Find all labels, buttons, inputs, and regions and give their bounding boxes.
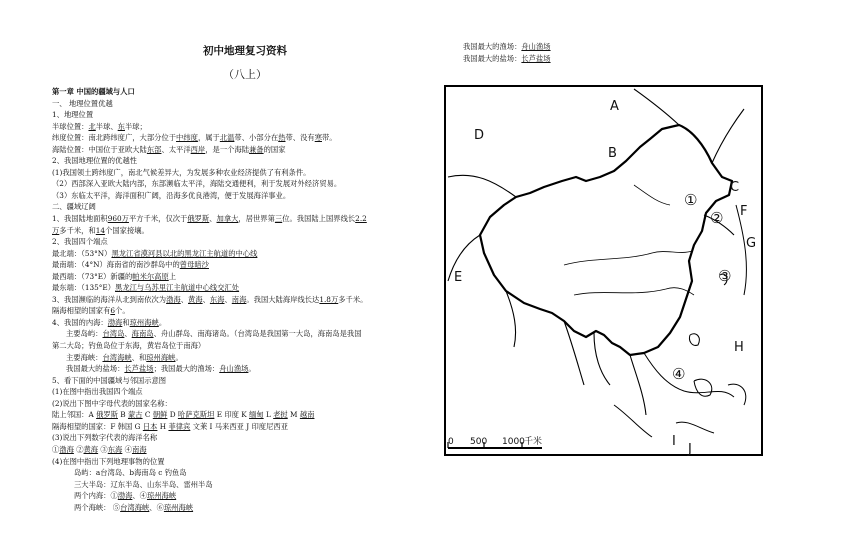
text-line [52,132,402,144]
text: 个。 [115,306,130,316]
text: 。 [158,317,167,327]
page-subtitle: （八上） [223,68,267,81]
text: 多千米，和 [59,225,96,235]
page-title: 初中地理复习资料 [203,45,287,57]
answer: 琼州海峡 [146,491,177,501]
text-line [52,213,402,225]
china-map-figure [444,85,763,456]
right-notes [463,41,551,64]
answer: 渤海 [166,294,181,304]
answer: 渤海 [107,317,123,327]
text: 隔海相望的国家有 [52,306,111,316]
text-line [52,248,402,260]
text: L [263,410,274,420]
text: 、舟山群岛、南海诸岛。（台湾岛是我国第一大岛，海南岛是我国 [153,329,362,339]
text: 。 [175,352,183,362]
map-label-c: C [730,180,740,195]
text: ① [52,444,60,454]
scale-label-1000: 1000 [502,437,525,447]
answer: 热 [278,133,286,143]
text-line [52,225,402,237]
answer: 台湾海峡 [102,352,132,362]
text: ，是一个海陆 [205,144,250,154]
map-label-b: B [608,146,617,161]
text-line [52,444,402,456]
answer: 14 [95,225,106,235]
text: 和 [122,317,130,327]
text: 最南端：（4°N）海南省的南沙群岛中的 [52,260,180,270]
text: ，属于 [197,133,220,143]
text-line: (1)在图中指出我国四个端点 [52,387,143,397]
text-line [52,305,402,317]
answer: 东部 [146,144,162,154]
text-line [52,271,402,283]
text-line: (3)说出下列数字代表的海洋名称 [52,433,158,443]
text: C [142,410,153,420]
text: 、 [224,294,232,304]
text-line [52,352,402,364]
answer: 黄海 [188,294,203,304]
map-label-d: D [474,128,485,143]
answer: 东海 [209,294,225,304]
answer: 东海 [107,444,123,454]
map-label-e: E [454,270,463,285]
answer: 东 [117,121,125,131]
map-label-f: F [740,204,748,219]
section-heading: 二、疆域辽阔 [52,202,96,212]
note-answer: 舟山渔场 [521,42,551,51]
answer: 1.8万 [319,294,339,304]
text: 带。 [321,133,337,143]
answer: 缅甸 [249,410,264,420]
map-number-3: ③ [718,267,732,285]
text: 、太平洋 [161,144,191,154]
answer: 琼州海峡 [163,502,194,512]
answer: 舟山渔场 [219,364,249,374]
subsection-heading: 1、地理位置 [52,110,94,120]
chapter-heading: 第一章 中国的疆域与人口 [52,87,135,96]
text: ③ [98,444,108,454]
text: 、 [124,329,132,339]
subsection-heading: 2、我国四个端点 [52,237,108,247]
text: 带、没有 [285,133,315,143]
text: 我国最大的盐场： [66,364,125,374]
answer: 蒙古 [127,410,143,420]
text: 、和 [131,352,147,362]
text: 主要岛屿： [66,329,103,339]
answer: 黑龙江省漠河县以北的黑龙江主航道的中心线 [111,248,258,258]
text: 3、我国濒临的海洋从北到南依次为 [52,294,167,304]
text: 位。我国陆上国界线长 [282,214,356,224]
text: 最东端：（135°E） [52,283,116,293]
text: 纬度位置：南北跨纬度广，大部分位于 [52,133,177,143]
text: ④ [122,444,132,454]
text: B [117,410,128,420]
text-line [52,259,402,271]
text: 海陆位置：中国位于亚欧大陆 [52,144,147,154]
text-line: （2）西部深入亚欧大陆内部，东部濒临太平洋，海陆交通便利，利于发展对外经济贸易。 [52,179,342,189]
answer: 渤海 [117,491,133,501]
section-heading: 一、 地理位置优越 [52,98,113,108]
text: 上 [168,271,177,281]
answer: 哈萨克斯坦 [177,410,215,420]
scale-label-500: 500 [470,437,488,447]
map-label-g: G [746,236,757,251]
text: 带、小部分在 [234,133,279,143]
text-line [52,421,402,433]
text: 4、我国的内海： [52,317,108,327]
answer: 老挝 [273,410,288,420]
text: 隔海相望的国家：F 韩国 G [52,421,143,431]
text-line: （3）东临太平洋，海洋面积广阔，沿海多优良港湾，便于发展海洋事业。 [52,190,291,200]
text: 1、我国陆地面积 [52,214,108,224]
answer: 俄罗斯 [96,410,118,420]
answer: 6 [110,306,116,316]
note-salt [463,53,551,65]
text: 半球位置： [52,121,89,131]
answer: 海南岛 [131,329,154,339]
text-line [52,294,402,306]
text-line [52,282,402,294]
answer: 俄罗斯 [187,214,210,224]
text: M [287,410,300,420]
text-line [52,121,402,133]
answer: 兼备 [249,144,264,154]
text-line [52,502,402,514]
left-column [52,86,402,513]
text-line: 三大半岛：辽东半岛、山东半岛、雷州半岛 [74,479,213,489]
text: 主要海峡： [66,352,103,362]
text: 、 [209,214,217,224]
text: 半球； [124,121,147,131]
text-line [52,317,402,329]
text-line: 第二大岛；钓鱼岛位于东海，黄岩岛位于南海） [52,341,206,351]
text: 。我国大陆海岸线长达 [246,294,320,304]
answer: 2.2 [355,214,367,224]
answer: 曾母暗沙 [179,260,209,270]
scale-unit: 千米 [524,437,543,447]
answer: 长芦盐场 [124,364,154,374]
text: 陆上邻国：A [52,410,97,420]
text: 最西端：（73°E）新疆的 [52,271,133,281]
answer: 中纬度 [176,133,198,143]
answer: 琼州海峡 [146,352,176,362]
text: ，居世界第 [238,214,275,224]
text-line: (4)在图中指出下列地理事物的位置 [52,456,165,466]
text: ；我国最大的渔场： [153,364,220,374]
text-line: (1)我国领土跨纬度广，南北气候差异大，为发展多种农业经济提供了有利条件。 [52,167,311,177]
map-number-1: ① [684,191,698,209]
answer: 南海 [131,444,147,454]
text-line [52,363,402,375]
map-label-h: H [734,340,744,355]
answer: 渤海 [59,444,74,454]
text: 平方千米，仅次于 [128,214,188,224]
answer: 北温 [219,133,235,143]
answer: 寒 [314,133,322,143]
answer: 日本 [142,421,158,431]
text: E 印度 K [214,410,250,420]
answer: 西岸 [190,144,206,154]
text: 最北端：（53°N） [52,248,112,258]
map-label-j: J [688,442,692,456]
text: 、⑥ [149,502,164,512]
note-fishery [463,41,551,53]
text: 半球、 [95,121,118,131]
answer: 三 [274,214,283,224]
text-line: 岛屿：a台湾岛、b海南岛 c 钓鱼岛 [74,468,187,478]
text: 的国家 [263,144,286,154]
map-label-i: I [672,434,676,449]
answer: 台湾海峡 [120,502,150,512]
answer: 越南 [299,410,315,420]
answer: 琼州海峡 [129,317,159,327]
text: 、 [180,294,188,304]
text: H [157,421,169,431]
subsection-heading: 5、看下面的中国疆域与邻国示意图 [52,375,167,385]
text: ② [73,444,84,454]
text: 文莱 I 马来西亚 J 印度尼西亚 [190,421,288,431]
note-answer: 长芦盐场 [521,53,551,63]
text-line [52,328,402,340]
text: 。 [248,364,256,374]
text: 、④ [132,491,147,501]
answer: 朝鲜 [152,410,168,420]
text: 两个海峡： ⑤ [74,502,121,512]
map-number-4: ④ [672,365,686,383]
text-line [52,490,402,502]
text: D [167,410,178,420]
answer: 黄海 [83,444,99,454]
text: 两个内海：① [74,491,118,501]
answer: 帕米尔高原 [132,271,169,281]
answer: 菲律宾 [168,421,191,431]
map-label-a: A [610,99,619,114]
scale-label-0: 0 [448,437,454,447]
text-line: (2)说出下图中字母代表的国家名称： [52,398,172,408]
answer: 南海 [231,294,247,304]
answer: 北 [88,121,96,131]
text: 、 [202,294,210,304]
answer: 加拿大 [216,214,239,224]
answer: 黑龙江与乌苏里江主航道中心线交汇处 [115,283,240,293]
text: 个国家接壤。 [105,225,149,235]
map-number-2: ② [710,209,724,227]
answer: 万 [52,225,60,235]
text: 多千米。 [338,294,368,304]
text-line [52,144,402,156]
note-label: 我国最大的盐场： [463,53,522,63]
answer: 960万 [107,214,129,224]
answer: 台湾岛 [102,329,125,339]
subsection-heading: 2、我国地理位置的优越性 [52,156,137,166]
note-label: 我国最大的渔场： [463,42,522,51]
text-line [52,409,402,421]
